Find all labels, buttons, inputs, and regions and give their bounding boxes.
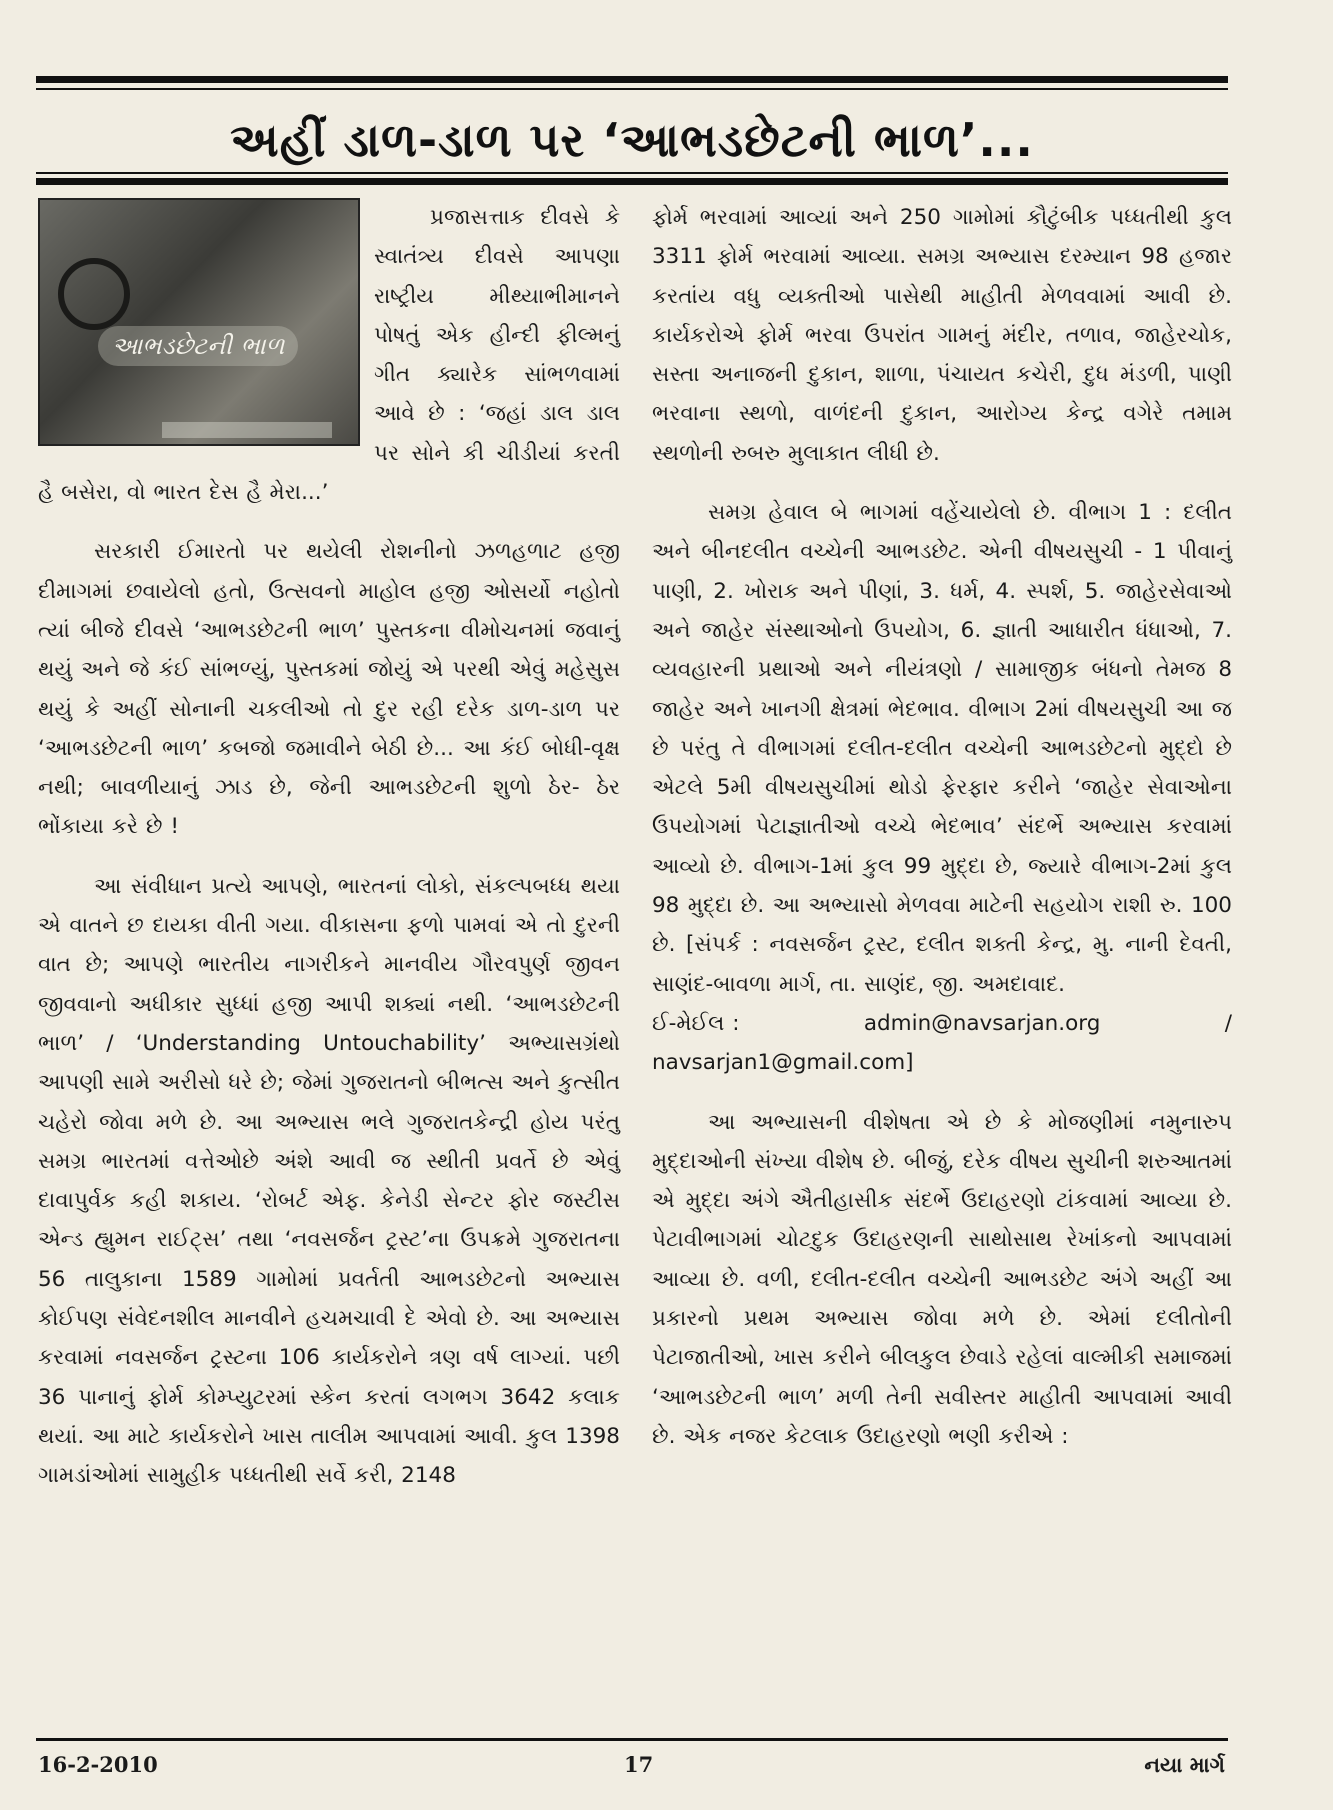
email-link[interactable]: admin@navsarjan.org bbox=[863, 1010, 1101, 1036]
email-line bbox=[652, 1004, 1232, 1043]
top-rule bbox=[36, 76, 1228, 83]
article-title: અહીં ડાળ-ડાળ પર ‘આભડછેટની ભાળ’... bbox=[230, 113, 1034, 167]
paragraph: આ અભ્યાસની વીશેષતા એ છે કે મોજણીમાં નમુનારુપ મુદ્દાઓની સંખ્યા વીશેષ છે. બીજું, દરેક વીષય સુચીની શરુઆતમાં એ મુદ્દા અંગે ઐતીહાસીક સંદર્ભે ઉદાહરણો ટાંકવામાં આવ્યા છે. પેટાવીભાગમાં ચોટદુક ઉદાહરણની સાથોસાથ રેખાંકનો આપવામાં આવ્યા છે. વળી, દલીત-દલીત વચ્ચેની આભડછેટ અંગે અહીં આ પ્રકારનો પ્રથમ અભ્યાસ જોવા મળે છે. એમાં દલીતોની પેટાજાતીઓ, ખાસ કરીને બીલકુલ છેવાડે રહેલાં વાલ્મીકી સમાજમાં ‘આભડછેટની ભાળ’ મળી તેની સવીસ્તર માહીતી આપવામાં આવી છે. એક નજર કેટલાક ઉદાહરણો ભણી કરીએ : bbox=[652, 1109, 1232, 1449]
paragraph: સમગ્ર હેવાલ બે ભાગમાં વહેંચાયેલો છે. વીભાગ 1 : દલીત અને બીનદલીત વચ્ચેની આભડછેટ. એની વીષયસુચી - 1 પીવાનું પાણી, 2. ખોરાક અને પીણાં, 3. ધર્મ, 4. સ્પર્શ, 5. જાહેરસેવાઓ અને જાહેર સંસ્થાઓનો ઉપયોગ, 6. જ્ઞાતી આધારીત ધંધાઓ, 7. વ્યવહારની પ્રથાઓ અને નીયંત્રણો / સામાજીક બંધનો તેમજ 8 જાહેર અને ખાનગી ક્ષેત્રમાં ભેદભાવ. વીભાગ 2માં વીષયસુચી આ જ છે પરંતુ તે વીભાગમાં દલીત-દલીત વચ્ચેની આભડછેટનો મુદ્દો છે એટલે 5મી વીષયસુચીમાં થોડો ફેરફાર કરીને ‘જાહેર સેવાઓના ઉપયોગમાં પેટાજ્ઞાતીઓ વચ્ચે ભેદભાવ’ સંદર્ભે અભ્યાસ કરવામાં આવ્યો છે. વીભાગ-1માં કુલ 99 મુદ્દા છે, જ્યારે વીભાગ-2માં કુલ 98 મુદ્દા છે. આ અભ્યાસો મેળવવા માટેની સહયોગ રાશી રુ. 100 છે. [સંપર્ક : નવસર્જન ટ્રસ્ટ, દલીત શક્તી કેન્દ્ર, મુ. નાની દેવતી, સાણંદ-બાવળા માર્ગ, તા. સાણંદ, જી. અમદાવાદ. bbox=[652, 500, 1232, 997]
title-rule bbox=[36, 178, 1228, 185]
book-cover-publisher-strip bbox=[162, 422, 332, 438]
email-separator: / bbox=[1224, 1010, 1232, 1036]
page-number: 17 bbox=[624, 1752, 654, 1777]
paragraph: સરકારી ઈમારતો પર થયેલી રોશનીનો ઝળહળાટ હજી દીમાગમાં છવાયેલો હતો, ઉત્સવનો માહોલ હજી ઓસર્યો નહોતો ત્યાં બીજે દીવસે ‘આભડછેટની ભાળ’ પુસ્તકના વીમોચનમાં જવાનું થયું અને જે કંઈ સાંભળ્યું, પુસ્તકમાં જોયું એ પરથી એવું મહેસુસ થયું કે અહીં સોનાની ચકલીઓ તો દુર રહી દરેક ડાળ-ડાળ પર ‘આભડછેટની ભાળ’ કબજો જમાવીને બેઠી છે... આ કંઈ બોધી-વૃક્ષ નથી; બાવળીયાનું ઝાડ છે, જેની આભડછેટની શુળો ઠેર- ઠેર ભોંકાયા કરે છે ! bbox=[38, 539, 620, 840]
paragraph: ફોર્મ ભરવામાં આવ્યાં અને 250 ગામોમાં કૌટુંબીક પધ્ધતીથી કુલ 3311 ફોર્મ ભરવામાં આવ્યા. સમગ્ર અભ્યાસ દરમ્યાન 98 હજાર કરતાંય વધુ વ્યક્તીઓ પાસેથી માહીતી મેળવવામાં આવી છે. કાર્યકરોએ ફોર્મ ભરવા ઉપરાંત ગામનું મંદીર, તળાવ, જાહેરચોક, સસ્તા અનાજની દુકાન, શાળા, પંચાયત કચેરી, દુધ મંડળી, પાણી ભરવાના સ્થળો, વાળંદની દુકાન, આરોગ્ય કેન્દ્ર વગેરે તમામ સ્થળોની રુબરુ મુલાકાત લીધી છે. bbox=[652, 205, 1232, 466]
top-rule-thin bbox=[36, 88, 1228, 90]
left-column bbox=[38, 198, 620, 1496]
email-label: ઈ-મેઈલ : bbox=[652, 1010, 740, 1036]
footer-date: 16-2-2010 bbox=[38, 1752, 158, 1777]
email-link-secondary[interactable]: navsarjan1@gmail.com] bbox=[652, 1050, 914, 1076]
book-cover-image bbox=[38, 198, 360, 446]
book-cover-caption: આભડછેટની ભાળ bbox=[98, 326, 298, 366]
right-column bbox=[652, 198, 1232, 1456]
wheel-graphic bbox=[58, 258, 130, 330]
magazine-name: નયા માર્ગ bbox=[1144, 1752, 1225, 1777]
intro-paragraph: પ્રજાસત્તાક દીવસે કે સ્વાતંત્ર્ય દીવસે આપણા રાષ્ટ્રીય મીથ્યાભીમાનને પોષતું એક હીન્દી ફીલ્મનું ગીત ક્યારેક સાંભળવામાં આવે છે : ‘જહાં ડાલ ડાલ પર સોને કી ચીડીયાં કરતી હૈ બસેરા, વો ભારત દેસ હૈ મેરા...’ bbox=[38, 205, 620, 506]
paragraph: આ સંવીધાન પ્રત્યે આપણે, ભારતનાં લોકો, સંકલ્પબધ્ધ થયા એ વાતને છ દાયકા વીતી ગયા. વીકાસના ફળો પામવાં એ તો દુરની વાત છે; આપણે ભારતીય નાગરીકને માનવીય ગૌરવપુર્ણ જીવન જીવવાનો અધીકાર સુધ્ધાં હજી આપી શક્યાં નથી. ‘આભડછેટની ભાળ’ / ‘Understanding Untouchability’ અભ્યાસગ્રંથો આપણી સામે અરીસો ધરે છે; જેમાં ગુજરાતનો બીભત્સ અને કુત્સીત ચહેરો જોવા મળે છે. આ અભ્યાસ ભલે ગુજરાતકેન્દ્રી હોય પરંતુ સમગ્ર ભારતમાં વત્તેઓછે અંશે આવી જ સ્થીતી પ્રવર્તે છે એવું દાવાપુર્વક કહી શકાય. ‘રોબર્ટ એફ. કેનેડી સેન્ટર ફોર જસ્ટીસ એન્ડ હ્યુમન રાઈટ્સ’ તથા ‘નવસર્જન ટ્રસ્ટ’ના ઉપક્રમે ગુજરાતના 56 તાલુકાના 1589 ગામોમાં પ્રવર્તતી આભડછેટનો અભ્યાસ કોઈપણ સંવેદનશીલ માનવીને હચમચાવી દે એવો છે. આ અભ્યાસ કરવામાં નવસર્જન ટ્રસ્ટના 106 કાર્યકરોને ત્રણ વર્ષ લાગ્યાં. પછી 36 પાનાનું ફોર્મ કોમ્પ્યુટરમાં સ્કેન કરતાં લગભગ 3642 કલાક થયાં. આ માટે કાર્યકરોને ખાસ તાલીમ આપવામાં આવી. કુલ 1398 ગામડાંઓમાં સામુહીક પધ્ધતીથી સર્વે કરી, 2148 bbox=[38, 873, 620, 1489]
footer-rule bbox=[36, 1738, 1228, 1741]
title-rule-thin bbox=[36, 172, 1228, 174]
